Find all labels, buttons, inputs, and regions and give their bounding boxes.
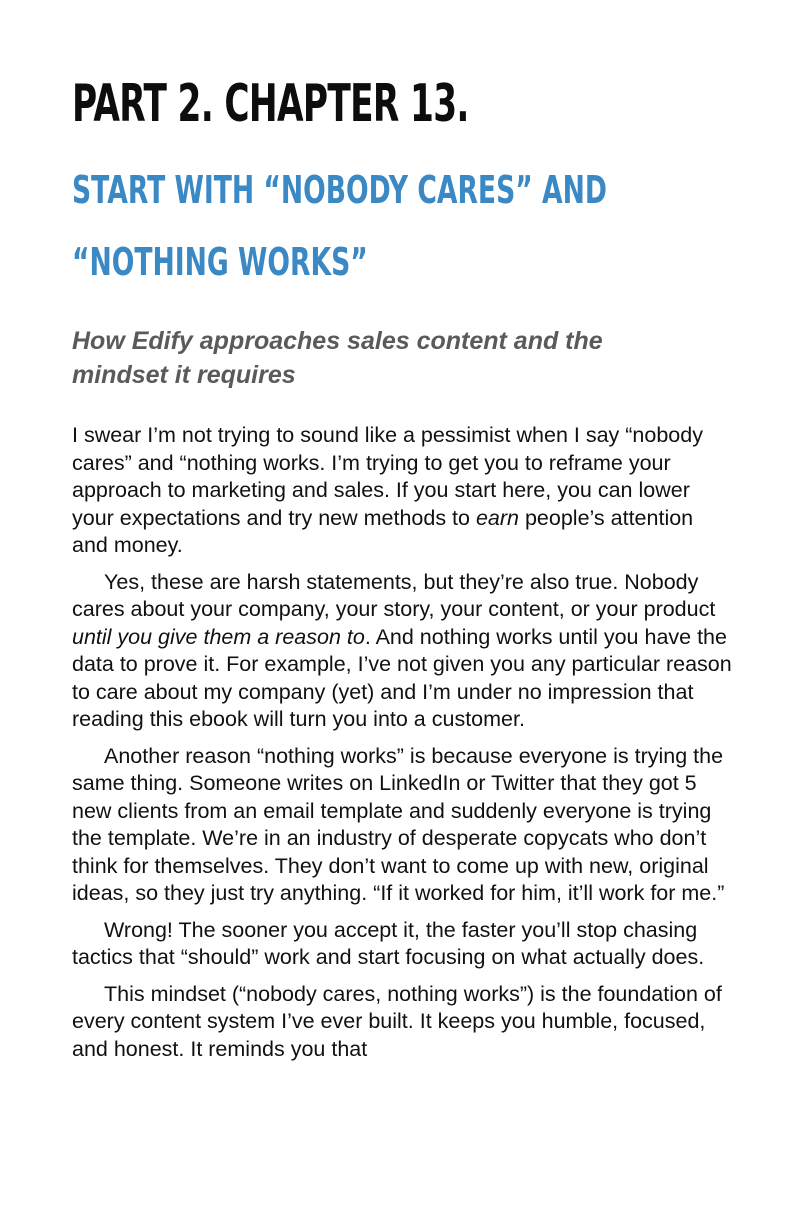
body-text xyxy=(72,422,732,1063)
paragraph-1-text-b: people’s attention and money. xyxy=(72,505,694,557)
document-page xyxy=(72,74,732,1072)
part-chapter-heading: PART 2. CHAPTER 13. xyxy=(72,74,469,134)
paragraph-5: This mindset (“nobody cares, nothing works”) is the foundation of every content system I’ve ever built. It keeps you humble, focused, and honest. It reminds you that xyxy=(72,981,722,1061)
paragraph-2 xyxy=(72,569,732,734)
paragraph-4: Wrong! The sooner you accept it, the faster you’ll stop chasing tactics that “should” work and start focusing on what actually does. xyxy=(72,917,705,969)
chapter-subtitle: How Edify approaches sales content and the mindset it requires xyxy=(72,327,603,389)
paragraph-1 xyxy=(72,422,732,560)
paragraph-2-text-a: Yes, these are harsh statements, but they’re also true. Nobody cares about your company, your story, your content, or your product xyxy=(72,569,716,621)
chapter-title xyxy=(72,154,607,298)
paragraph-2-text-b: . And nothing works until you have the data to prove it. For example, I’ve not given you any particular reason to care about my company (yet) and I’m under no impression that reading this ebook will turn you into a customer. xyxy=(72,624,732,731)
paragraph-3: Another reason “nothing works” is because everyone is trying the same thing. Someone writes on LinkedIn or Twitter that they got 5 new clients from an email template and suddenly everyone is trying the template. We’re in an industry of desperate copycats who don’t think for themselves. They don’t want to come up with new, original ideas, so they just try anything. “If it worked for him, it’ll work for me.” xyxy=(72,743,725,905)
chapter-title-line-2: “NOTHING WORKS” xyxy=(72,240,368,284)
paragraph-1-text-a: I swear I’m not trying to sound like a pessimist when I say “nobody cares” and “nothing works. I’m trying to get you to reframe your approach to marketing and sales. If you start here, you can lower your expectations and try new methods to xyxy=(72,423,703,530)
paragraph-1-emphasis: earn xyxy=(475,505,519,530)
chapter-title-line-1: START WITH “NOBODY CARES” AND xyxy=(72,168,607,212)
paragraph-2-emphasis: until you give them a reason to xyxy=(72,624,365,649)
